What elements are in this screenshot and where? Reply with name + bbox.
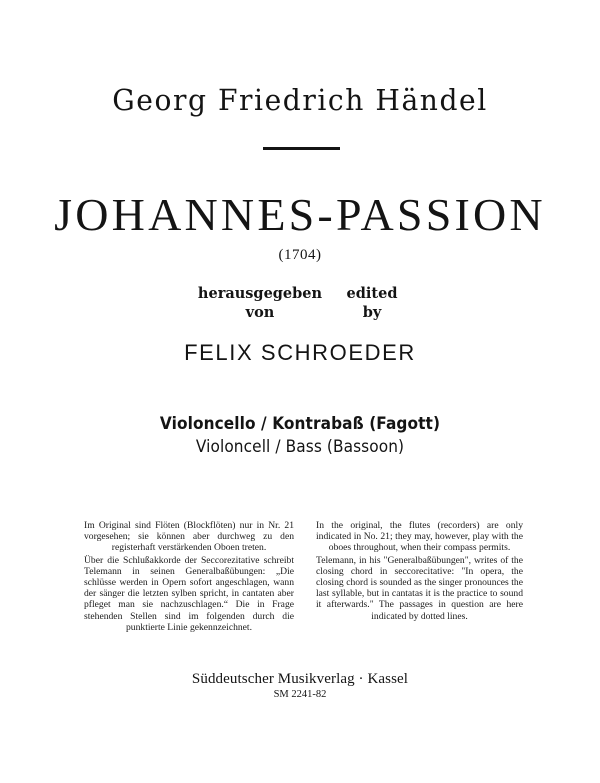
note-english-flutes: In the original, the flutes (recorders) are only indicated in No. 21; they may, however, play with the oboes throughout, when their compass permits. <box>316 520 523 554</box>
title-divider <box>263 147 340 150</box>
note-german-recitative: Über die Schlußakkorde der Seccorezitative schreibt Telemann in seinen Generalbaßübungen: „Die schlüsse werden in Opern sofort angeschlagen, wann der sänger die letzten sylben spricht, in cantaten aber pfleget man sie nachzuschlagen.“ Die in Frage stehenden Stellen sind im folgenden durch die punktierte Linie gekennzeichnet. <box>84 554 294 633</box>
note-german-flutes: Im Original sind Flöten (Blockflöten) nur in Nr. 21 vorgesehen; sie können aber durchweg zu den registerhaft verstärkenden Oboen treten. <box>84 520 294 554</box>
edited-by-english <box>340 284 404 322</box>
edited-by-german-line2: von <box>245 304 275 321</box>
edited-by-english-line2: by <box>362 304 382 321</box>
composer-name: Georg Friedrich Händel <box>112 83 488 117</box>
edited-by-german <box>192 284 328 322</box>
notes-german <box>84 520 294 633</box>
catalog-number: SM 2241-82 <box>273 689 327 700</box>
edited-by-block <box>0 284 600 324</box>
note-english-recitative: Telemann, in his "Generalbaßübungen", writes of the closing chord in seccorecitative: "In opera, the closing chord is sounded as the singer pronounces the last syllable, but in cantatas it is the practice to sound it afterwards." The passages in question are here indicated by dotted lines. <box>316 554 523 622</box>
work-title: JOHANNES-PASSION <box>54 189 546 240</box>
edited-by-english-line1: edited <box>346 285 398 302</box>
instrumentation-english: Violoncell / Bass (Bassoon) <box>195 437 405 456</box>
editor-name: FELIX SCHROEDER <box>184 340 416 365</box>
publisher-name: Süddeutscher Musikverlag · Kassel <box>191 671 409 687</box>
instrumentation-german: Violoncello / Kontrabaß (Fagott) <box>159 414 441 433</box>
edited-by-german-line1: herausgegeben <box>197 285 323 302</box>
notes-english <box>316 520 523 622</box>
composition-year: (1704) <box>278 247 322 263</box>
